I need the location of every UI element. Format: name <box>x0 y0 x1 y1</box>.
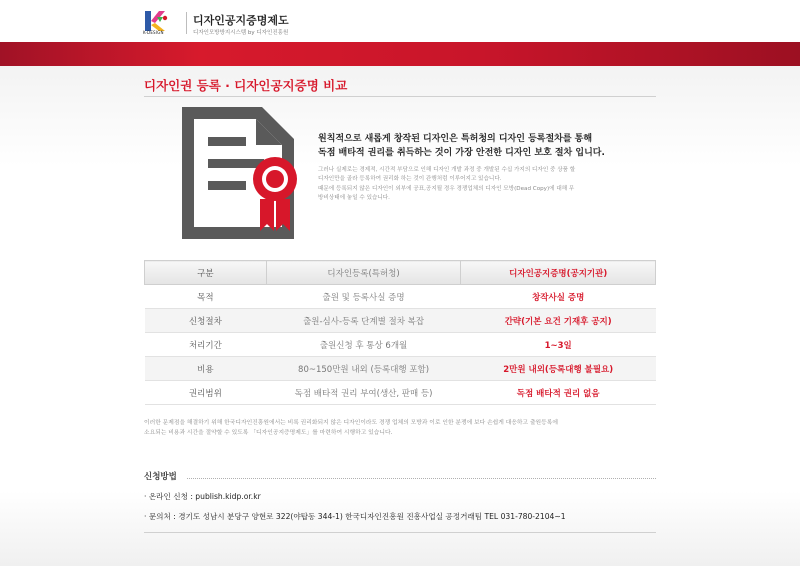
brand-divider <box>186 12 187 34</box>
brand-subtitle: 디자인모방방지시스템 by 디자인진흥원 <box>193 30 289 36</box>
table-cell-registration: 독점 배타적 권리 부여(생산, 판매 등) <box>266 381 461 405</box>
table-cell-proof: 창작사실 증명 <box>461 285 656 309</box>
intro-note-line: 디자인만을 골라 등록하여 권리화 하는 것이 관행처럼 이루어지고 있습니다. <box>318 176 502 183</box>
table-cell-registration: 출원신청 후 통상 6개월 <box>266 333 461 357</box>
table-cell-proof: 1~3일 <box>461 333 656 357</box>
intro-note <box>318 166 663 204</box>
table-cell-registration: 출원 및 등록사실 증명 <box>266 285 461 309</box>
bottom-divider <box>144 532 656 533</box>
red-banner <box>0 42 800 66</box>
table-cell-registration: 출원-심사-등록 단계별 절차 복잡 <box>266 309 461 333</box>
top-bar <box>0 0 800 42</box>
apply-method-title: 신청방법 <box>144 472 177 482</box>
intro-lead-line: 원칙적으로 새롭게 창작된 디자인은 특허청의 디자인 등록절차를 통해 <box>318 134 593 144</box>
table-row-label: 권리범위 <box>145 381 267 405</box>
closing-line: 소요되는 비용과 시간을 절약할 수 있도록 「디자인공지증명제도」를 마련하여 시행하고 있습니다. <box>144 430 393 436</box>
section-title: 디자인권 등록 · 디자인공지증명 비교 <box>144 78 348 93</box>
intro-note-line: 때문에 등록되지 않은 디자인이 외부에 공표,공지될 경우 경쟁업체의 디자인 모방(Dead Copy)에 대해 무 <box>318 185 575 192</box>
table-header-row <box>145 261 656 285</box>
intro-note-line: 그러나 실제로는 경제적, 시간적 부담으로 인해 디자인 개발 과정 중 개발된 수십 가지의 디자인 중 상품 할 <box>318 167 576 173</box>
table-row-label: 목적 <box>145 285 267 309</box>
table-header-design-proof: 디자인공지증명(공지기관) <box>461 261 656 285</box>
table-cell-proof: 독점 배타적 권리 없음 <box>461 381 656 405</box>
brand-title: 디자인공지증명제도 <box>193 14 289 27</box>
comparison-table <box>144 260 656 405</box>
table-row <box>145 285 656 309</box>
table-row <box>145 381 656 405</box>
table-cell-proof: 2만원 내외(등록대행 불필요) <box>461 357 656 381</box>
apply-dotted-divider <box>187 478 656 479</box>
section-divider <box>144 96 656 97</box>
contact-info: · 문의처 : 경기도 성남시 분당구 양현로 322(야탑동 344-1) 한국디자인진흥원 진흥사업실 공정거래팀 TEL 031-780-2104~1 <box>144 512 566 521</box>
closing-line: 이러한 문제점을 해결하기 위해 한국디자인진흥원에서는 비록 권리화되지 않은 디자인이라도 경쟁 업체의 모방과 이로 인한 분쟁에 보다 손쉽게 대응하고 출원등록에 <box>144 420 558 426</box>
online-application-link[interactable]: · 온라인 신청 : publish.kidp.or.kr <box>144 492 261 501</box>
certificate-document-icon <box>178 103 300 243</box>
logo-caption: K-DESIGN <box>143 30 164 35</box>
table-row-label: 처리기간 <box>145 333 267 357</box>
table-cell-proof: 간략(기본 요건 기재후 공지) <box>461 309 656 333</box>
table-row <box>145 333 656 357</box>
intro-lead-line: 독점 배타적 권리를 취득하는 것이 가장 안전한 디자인 보호 절차 입니다. <box>318 148 605 158</box>
table-row <box>145 309 656 333</box>
intro-note-line: 방비상태에 놓일 수 있습니다. <box>318 195 390 202</box>
table-cell-registration: 80~150만원 내외 (등록대행 포함) <box>266 357 461 381</box>
intro-lead <box>318 132 663 160</box>
table-header-category: 구분 <box>145 261 267 285</box>
closing-paragraph <box>144 418 660 438</box>
table-row-label: 신청절차 <box>145 309 267 333</box>
table-row-label: 비용 <box>145 357 267 381</box>
table-header-design-registration: 디자인등록(특허청) <box>266 261 461 285</box>
table-row <box>145 357 656 381</box>
